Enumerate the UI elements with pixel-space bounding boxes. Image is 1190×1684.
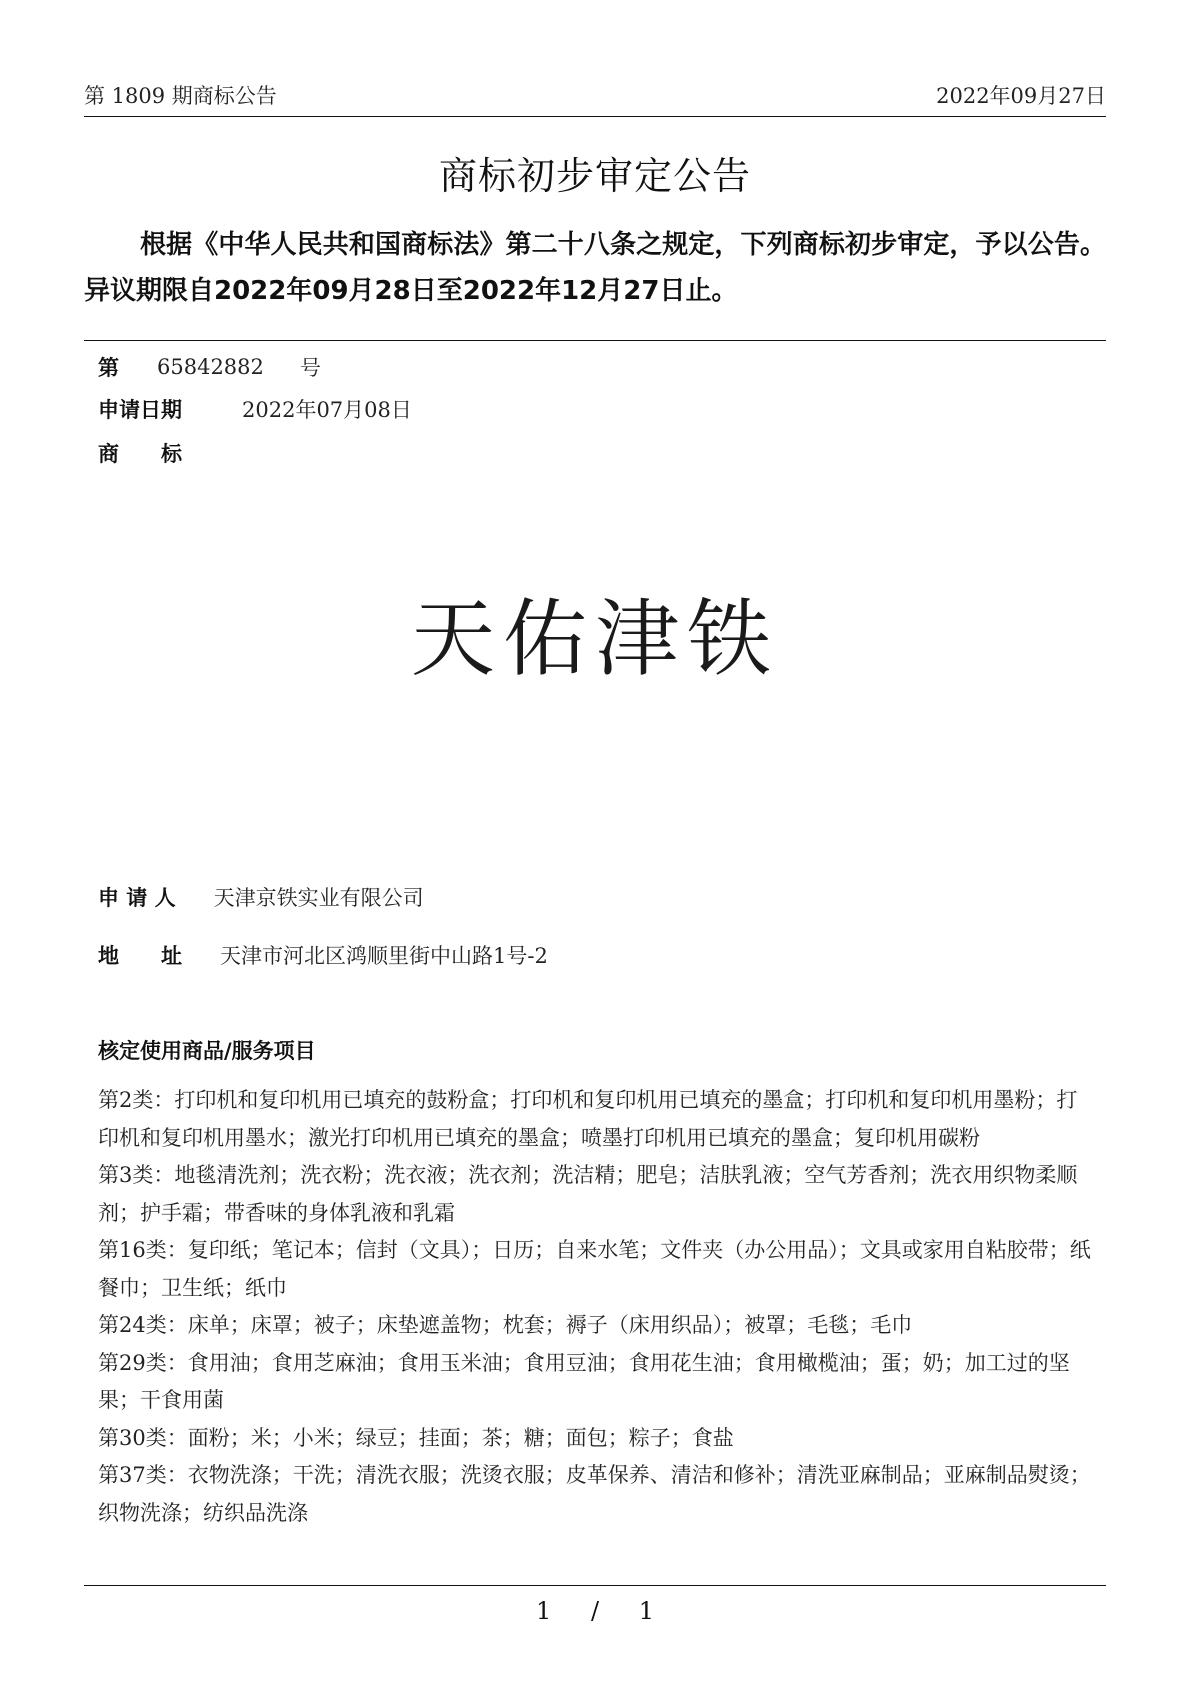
address-row: [98, 940, 548, 970]
footer-rule: [84, 1585, 1106, 1586]
mark-row: [98, 438, 182, 468]
application-date-row: [98, 394, 412, 424]
address-value: 天津市河北区鸿顺里街中山路1号-2: [220, 944, 548, 968]
section-rule: [84, 340, 1106, 341]
page-number: [0, 1597, 1190, 1625]
applicant-name: 天津京铁实业有限公司: [213, 886, 424, 910]
goods-class-item: 第16类：复印纸；笔记本；信封（文具）；日历；自来水笔；文件夹（办公用品）；文具或家用自粘胶带；纸餐巾；卫生纸；纸巾: [98, 1238, 1091, 1300]
issue-label: 第 1809 期商标公告: [84, 84, 277, 108]
goods-class-item: 第29类：食用油；食用芝麻油；食用玉米油；食用豆油；食用花生油；食用橄榄油；蛋；奶；加工过的坚果；干食用菌: [98, 1350, 1070, 1412]
applicant-label: 申 请 人: [98, 886, 176, 910]
registration-number-row: [98, 352, 321, 382]
total-pages: 1: [638, 1597, 654, 1625]
goods-section-title: 核定使用商品/服务项目: [98, 1039, 316, 1063]
applicant-row: [98, 882, 424, 912]
current-page: 1: [536, 1597, 552, 1625]
application-date: 2022年07月08日: [242, 398, 412, 422]
registration-number: 65842882: [157, 355, 264, 379]
goods-list: [98, 1082, 1094, 1532]
address-label: 地 址: [98, 944, 182, 968]
page-title: 商标初步审定公告: [438, 154, 751, 198]
goods-class-item: 第24类：床单；床罩；被子；床垫遮盖物；枕套；褥子（床用织品）；被罩；毛毯；毛巾: [98, 1313, 913, 1337]
goods-class-item: 第30类：面粉；米；小米；绿豆；挂面；茶；糖；面包；粽子；食盐: [98, 1425, 734, 1450]
page-header: [84, 78, 1106, 112]
page-separator: /: [590, 1597, 600, 1625]
header-rule: [84, 116, 1106, 117]
date-label: 申请日期: [98, 398, 182, 422]
goods-class-item: 第3类：地毯清洗剂；洗衣粉；洗衣液；洗衣剂；洗洁精；肥皂；洁肤乳液；空气芳香剂；洗衣用织物柔顺剂；护手霜；带香味的身体乳液和乳霜: [98, 1163, 1078, 1225]
mark-label: 商 标: [98, 442, 182, 466]
goods-class-item: 第37类：衣物洗涤；干洗；清洗衣服；洗烫衣服；皮革保养、清洁和修补；清洗亚麻制品；亚麻制品熨烫；织物洗涤；纺织品洗涤: [98, 1463, 1091, 1525]
header-date: 2022年09月27日: [936, 84, 1106, 108]
number-label: 第: [98, 356, 119, 380]
trademark-image: 天佑津铁: [410, 590, 779, 688]
number-suffix: 号: [299, 356, 321, 380]
intro-paragraph: 根据《中华人民共和国商标法》第二十八条之规定，下列商标初步审定，予以公告。异议期限自2022年09月28日至2022年12月27日止。: [84, 230, 1106, 306]
goods-class-item: 第2类：打印机和复印机用已填充的鼓粉盒；打印机和复印机用已填充的墨盒；打印机和复印机用墨粉；打印机和复印机用墨水；激光打印机用已填充的墨盒；喷墨打印机用已填充的墨盒；复印机用碳粉: [98, 1088, 1078, 1150]
